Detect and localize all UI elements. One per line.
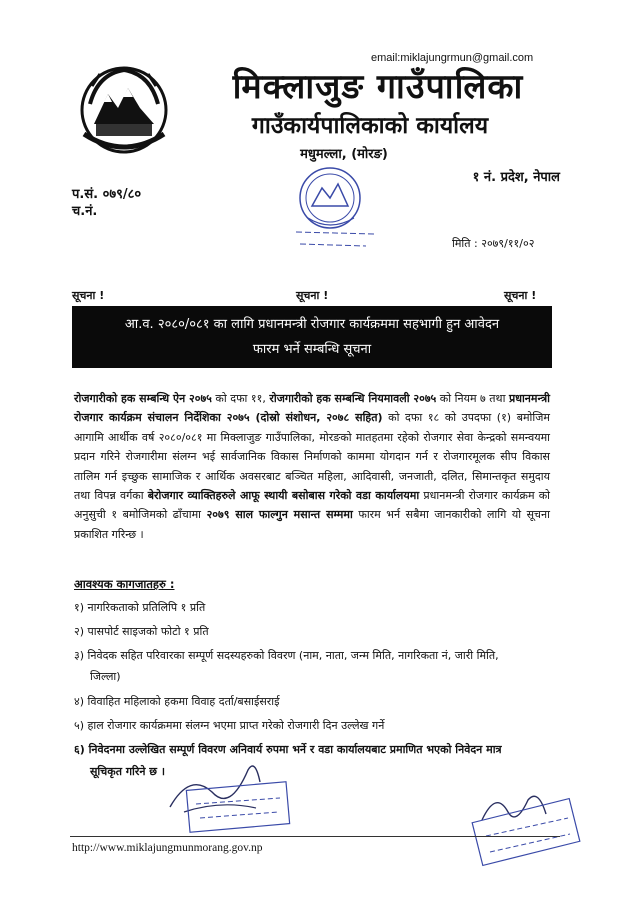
body-ref-act: रोजगारीको हक सम्बन्धि ऐन २०७५	[74, 392, 212, 405]
requirement-item: ३) निवेदक सहित परिवारका सम्पूर्ण सदस्यहरुको विवरण (नाम, नाता, जन्म मिति, नागरिकता नं, जारी मिति,	[74, 649, 499, 662]
requirements-heading: आवश्यक कागजातहरु :	[74, 577, 175, 591]
banner-line-1: आ.व. २०८०/०८१ का लागि प्रधानमन्त्री रोजगार कार्यक्रममा सहभागी हुन आवेदन	[124, 317, 500, 332]
body-text-4: प्रधानमन्त्री रोजगार कार्यक्रम को अनुसुची १ बमोजिमको ढाँचामा	[74, 489, 550, 522]
notice-body	[74, 389, 550, 544]
notice-label-left: सूचना !	[72, 289, 105, 302]
nepal-emblem-icon	[78, 64, 170, 160]
office-address: मधुमल्ला, (मोरङ)	[300, 147, 388, 162]
requirement-item: ५) हाल रोजगार कार्यक्रममा संलग्न भएमा प्राप्त गरेको रोजगारी दिन उल्लेख गर्ने	[74, 719, 385, 732]
notice-date: मिति : २०७९/११/०२	[452, 237, 535, 250]
requirement-item: २) पासपोर्ट साइजको फोटो १ प्रति	[74, 625, 209, 638]
footer-divider	[70, 836, 560, 837]
requirement-item-continued: जिल्ला)	[90, 670, 121, 683]
requirement-item: ४) विवाहित महिलाको हकमा विवाह दर्ता/बसाईसराई	[74, 695, 280, 708]
body-text-1: को दफा ११,	[211, 392, 270, 405]
body-text-5: फारम भर्न सबैमा जानकारीको लागि यो सूचना प्रकाशित गरिन्छ ।	[74, 508, 550, 541]
office-title: मिक्लाजुङ गाउँपालिका	[232, 67, 524, 107]
body-deadline: २०७९ साल फाल्गुन मसान्त सम्ममा	[206, 508, 353, 522]
dispatch-number: च.नं.	[72, 204, 98, 219]
body-text-2: को नियम ७ तथा	[436, 392, 509, 405]
signature-left-icon	[160, 752, 310, 837]
body-eligibility: बेरोजगार व्याक्तिहरुले आफू स्थायी बसोबास गरेको वडा कार्यालयमा	[147, 489, 420, 503]
notice-label-right: सूचना !	[504, 289, 537, 302]
body-ref-rules: रोजगारीको हक सम्बन्धि नियमावली २०७५	[269, 392, 437, 405]
requirement-item: १) नागरिकताको प्रतिलिपि १ प्रति	[74, 601, 206, 614]
footer-website: http://www.miklajungmunmorang.gov.np	[72, 842, 263, 854]
signature-right-icon	[462, 780, 582, 880]
body-ref-directive: प्रधानमन्त्री रोजगार कार्यक्रम संचालन निर्देशिका २०७५ (दोस्रो संशोधन, २०७८ सहित)	[74, 392, 550, 425]
banner-line-2: फारम भर्ने सम्बन्धि सूचना	[252, 342, 372, 357]
requirement-item: ६) निवेदनमा उल्लेखित सम्पूर्ण विवरण अनिवार्य रुपमा भर्ने र वडा कार्यालयबाट प्रमाणित भएको निवेदन मात्र	[74, 743, 502, 756]
notice-banner	[72, 306, 552, 368]
province-label: १ नं. प्रदेश, नेपाल	[472, 170, 560, 185]
requirement-item-continued: सूचिकृत गरिने छ ।	[90, 765, 166, 778]
reference-number: प.सं. ०७९/८०	[72, 187, 142, 202]
notice-label-center: सूचना !	[296, 289, 329, 302]
header-email: email:miklajungrmun@gmail.com	[371, 52, 534, 64]
office-subtitle: गाउँकार्यपालिकाको कार्यालय	[251, 113, 489, 139]
office-stamp-icon	[278, 160, 388, 260]
body-text-3: को दफा १८ को उपदफा (१) बमोजिम आगामि आर्थीक वर्ष २०८०/०८१ मा मिक्लाजुङ गाउँपालिका, मोरङको मातहतमा रहेको रोजगार सेवा केन्द्रको समन्वयमा प्रदान गरिने रोजगारीमा संलग्न भई सार्वजानिक विकास निर्माणको काममा योगदान गर्न र रोजगारमूलक सीप विकास तालिम गर्न इच्छुक सामाजिक र आर्थिक अवसरबाट बञ्चित महिला, आदिवासी, जनजाती, दलित, सिमान्तकृत समुदाय तथा विपन्न वर्गका	[74, 411, 550, 503]
